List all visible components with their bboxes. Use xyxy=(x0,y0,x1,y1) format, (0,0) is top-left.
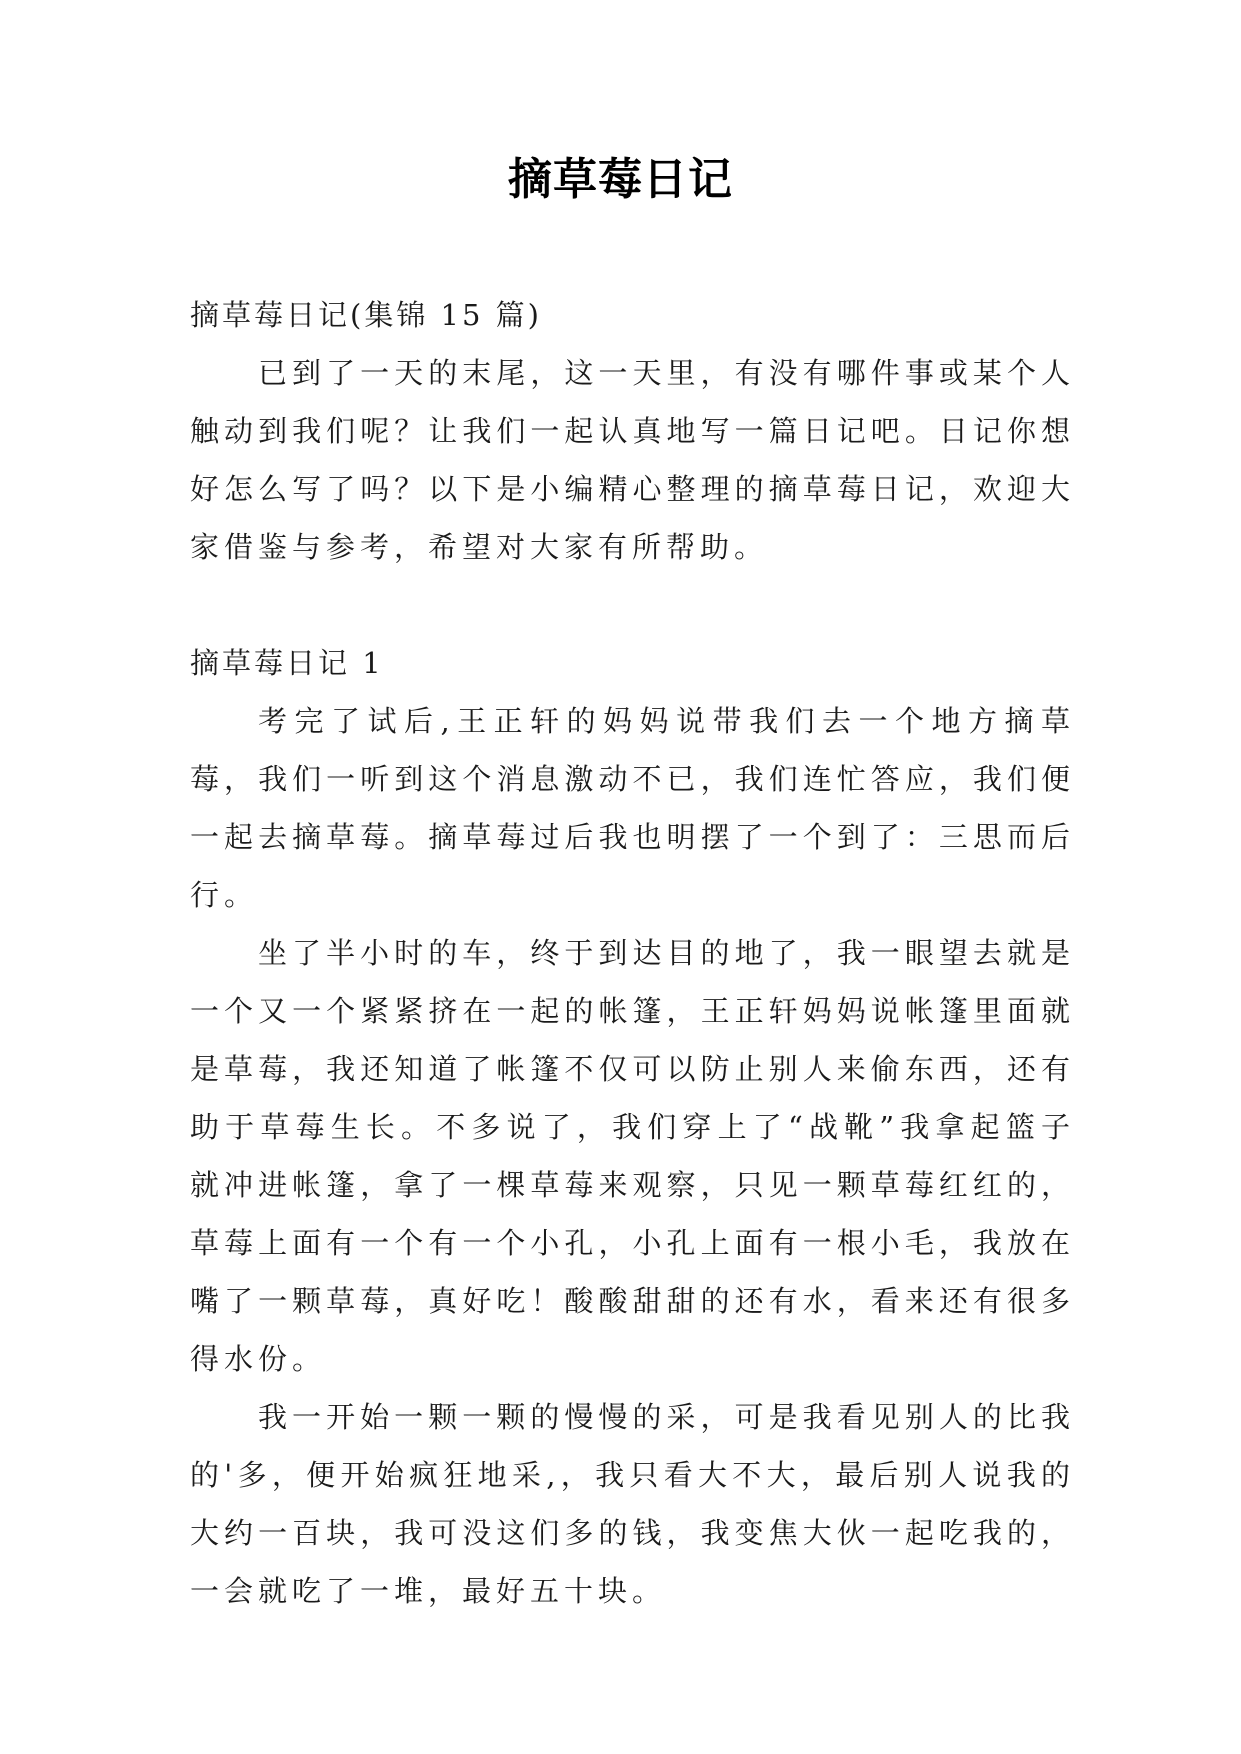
page-title: 摘草莓日记 xyxy=(508,154,733,205)
section-spacer xyxy=(190,576,1075,634)
section-heading: 摘草莓日记 1 xyxy=(190,646,384,680)
body-paragraph: 坐了半小时的车，终于到达目的地了，我一眼望去就是一个又一个紧紧挤在一起的帐篷，王正轩妈妈说帐篷里面就是草莓，我还知道了帐篷不仅可以防止别人来偷东西，还有助于草莓生长。不多说了，我们穿上了“战靴”我拿起篮子就冲进帐篷，拿了一棵草莓来观察，只见一颗草莓红红的，草莓上面有一个有一个小孔，小孔上面有一根小毛，我放在嘴了一颗草莓，真好吃！酸酸甜甜的还有水，看来还有很多得水份。 xyxy=(190,936,1075,1376)
intro-paragraph: 已到了一天的末尾，这一天里，有没有哪件事或某个人触动到我们呢？让我们一起认真地写一篇日记吧。日记你想好怎么写了吗？以下是小编精心整理的摘草莓日记，欢迎大家借鉴与参考，希望对大家有所帮助。 xyxy=(190,356,1075,564)
body-paragraph: 考完了试后,王正轩的妈妈说带我们去一个地方摘草莓，我们一听到这个消息激动不已，我们连忙答应，我们便一起去摘草莓。摘草莓过后我也明摆了一个到了：三思而后行。 xyxy=(190,704,1075,912)
body-paragraph: 我一开始一颗一颗的慢慢的采，可是我看见别人的比我的'多，便开始疯狂地采,，我只看大不大，最后别人说我的大约一百块，我可没这们多的钱，我变焦大伙一起吃我的，一会就吃了一堆，最好五十块。 xyxy=(190,1400,1075,1608)
document-body xyxy=(190,286,1075,1620)
collection-subtitle: 摘草莓日记(集锦 15 篇) xyxy=(190,298,542,332)
